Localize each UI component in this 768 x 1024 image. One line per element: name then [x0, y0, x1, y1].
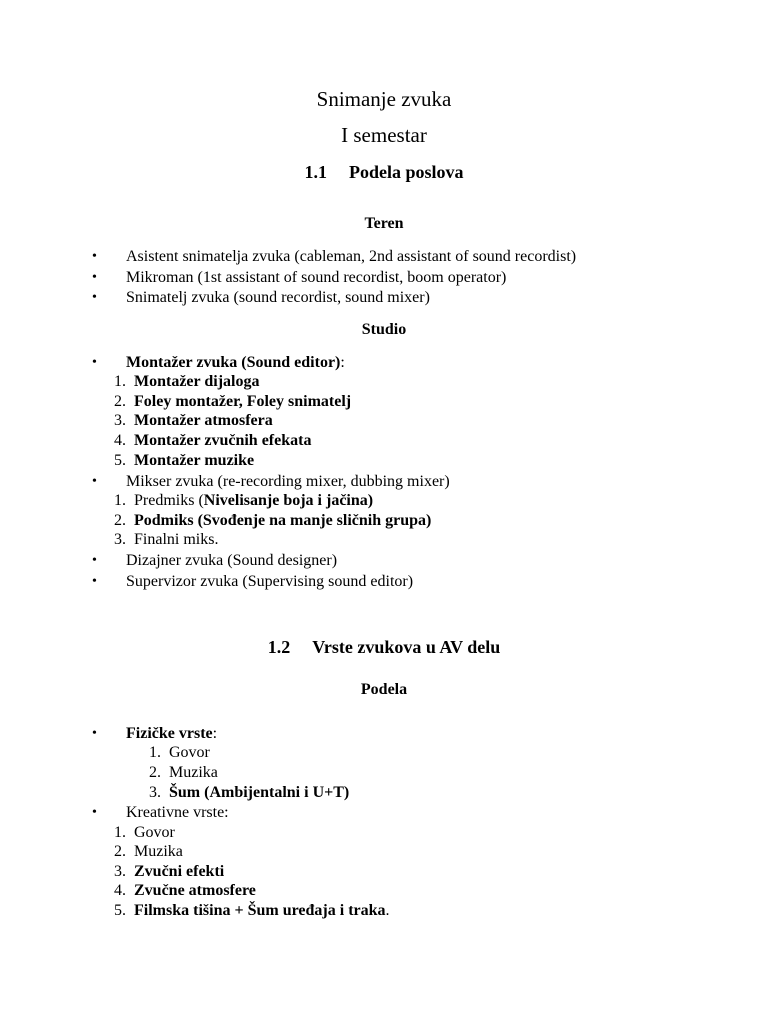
item-text: Muzika	[134, 843, 183, 860]
item-text: Podmiks (Svođenje na manje sličnih grupa)	[134, 512, 432, 529]
numbered-item	[114, 843, 183, 861]
item-number: 1.	[149, 744, 161, 761]
bullet-icon: •	[92, 355, 97, 370]
item-colon: :	[340, 354, 345, 371]
item-text: Govor	[134, 824, 175, 841]
bullet-icon: •	[92, 726, 97, 741]
item-text: Zvučne atmosfere	[134, 882, 256, 899]
list-item: Supervizor zvuka (Supervising sound editor)	[126, 573, 414, 590]
numbered-item	[114, 412, 273, 430]
item-text: Finalni miks.	[134, 531, 219, 548]
numbered-item	[149, 744, 210, 762]
item-text: Šum (Ambijentalni i U+T)	[169, 784, 350, 801]
item-text: Montažer atmosfera	[134, 412, 273, 429]
item-number: 1.	[114, 824, 126, 841]
section-heading-1	[0, 162, 768, 183]
numbered-item	[114, 452, 254, 470]
numbered-item	[114, 902, 390, 920]
section-heading-2	[0, 637, 768, 658]
numbered-item	[114, 373, 259, 391]
section-number: 1.2	[267, 637, 291, 657]
item-text: Zvučni efekti	[134, 863, 225, 880]
numbered-item	[149, 784, 349, 802]
bullet-icon: •	[92, 805, 97, 820]
item-number: 3.	[114, 863, 126, 880]
list-item: Kreativne vrste:	[126, 804, 229, 821]
item-text: Montažer dijaloga	[134, 373, 260, 390]
list-item: Mikser zvuka (re-recording mixer, dubbing mixer)	[126, 473, 450, 490]
item-number: 2.	[114, 512, 126, 529]
list-item	[126, 354, 345, 372]
subheading-podela: Podela	[360, 681, 408, 698]
list-item: Dizajner zvuka (Sound designer)	[126, 552, 338, 569]
item-colon: :	[212, 725, 218, 742]
numbered-item	[114, 824, 175, 842]
bullet-icon: •	[92, 270, 97, 285]
item-label: Montažer zvuka (Sound editor)	[126, 354, 341, 371]
list-item: Asistent snimatelja zvuka (cableman, 2nd assistant of sound recordist)	[126, 248, 577, 265]
bullet-icon: •	[92, 574, 97, 589]
item-number: 2.	[114, 843, 126, 860]
item-number: 5.	[114, 452, 126, 469]
item-number: 4.	[114, 882, 126, 899]
item-number: 2.	[114, 393, 126, 410]
item-number: 2.	[149, 764, 161, 781]
section-title: Podela poslova	[348, 162, 464, 182]
document-subtitle: I semestar	[341, 123, 427, 147]
numbered-item	[149, 764, 218, 782]
item-text: Montažer muzike	[134, 452, 255, 469]
item-suffix: .	[385, 902, 390, 919]
list-item	[126, 725, 217, 743]
item-text: Muzika	[169, 764, 218, 781]
numbered-item	[114, 531, 218, 549]
numbered-item	[114, 863, 224, 881]
numbered-item	[114, 882, 256, 900]
section-title: Vrste zvukova u AV delu	[312, 637, 501, 657]
item-text: Filmska tišina + Šum uređaja i traka	[134, 902, 386, 919]
bullet-icon: •	[92, 249, 97, 264]
bullet-icon: •	[92, 474, 97, 489]
item-number: 3.	[114, 531, 126, 548]
item-number: 1.	[114, 373, 126, 390]
list-item: Mikroman (1st assistant of sound recordist, boom operator)	[126, 269, 507, 286]
item-text-bold: Nivelisanje boja i jačina)	[203, 492, 374, 509]
subheading-teren: Teren	[364, 215, 404, 232]
item-text: Govor	[169, 744, 210, 761]
bullet-icon: •	[92, 290, 97, 305]
item-number: 3.	[149, 784, 161, 801]
section-number: 1.1	[304, 162, 327, 182]
list-item: Snimatelj zvuka (sound recordist, sound mixer)	[126, 289, 430, 306]
item-text: Predmiks (	[134, 492, 204, 509]
item-number: 1.	[114, 492, 126, 509]
numbered-item	[114, 512, 431, 530]
numbered-item	[114, 492, 373, 510]
item-text: Montažer zvučnih efekata	[134, 432, 312, 449]
item-number: 4.	[114, 432, 126, 449]
item-text: Foley montažer, Foley snimatelj	[134, 393, 352, 410]
numbered-item	[114, 393, 351, 411]
item-number: 3.	[114, 412, 126, 429]
numbered-item	[114, 432, 311, 450]
bullet-icon: •	[92, 553, 97, 568]
subheading-studio: Studio	[361, 321, 407, 338]
item-number: 5.	[114, 902, 126, 919]
document-title: Snimanje zvuka	[316, 87, 452, 111]
item-label: Fizičke vrste	[126, 725, 213, 742]
